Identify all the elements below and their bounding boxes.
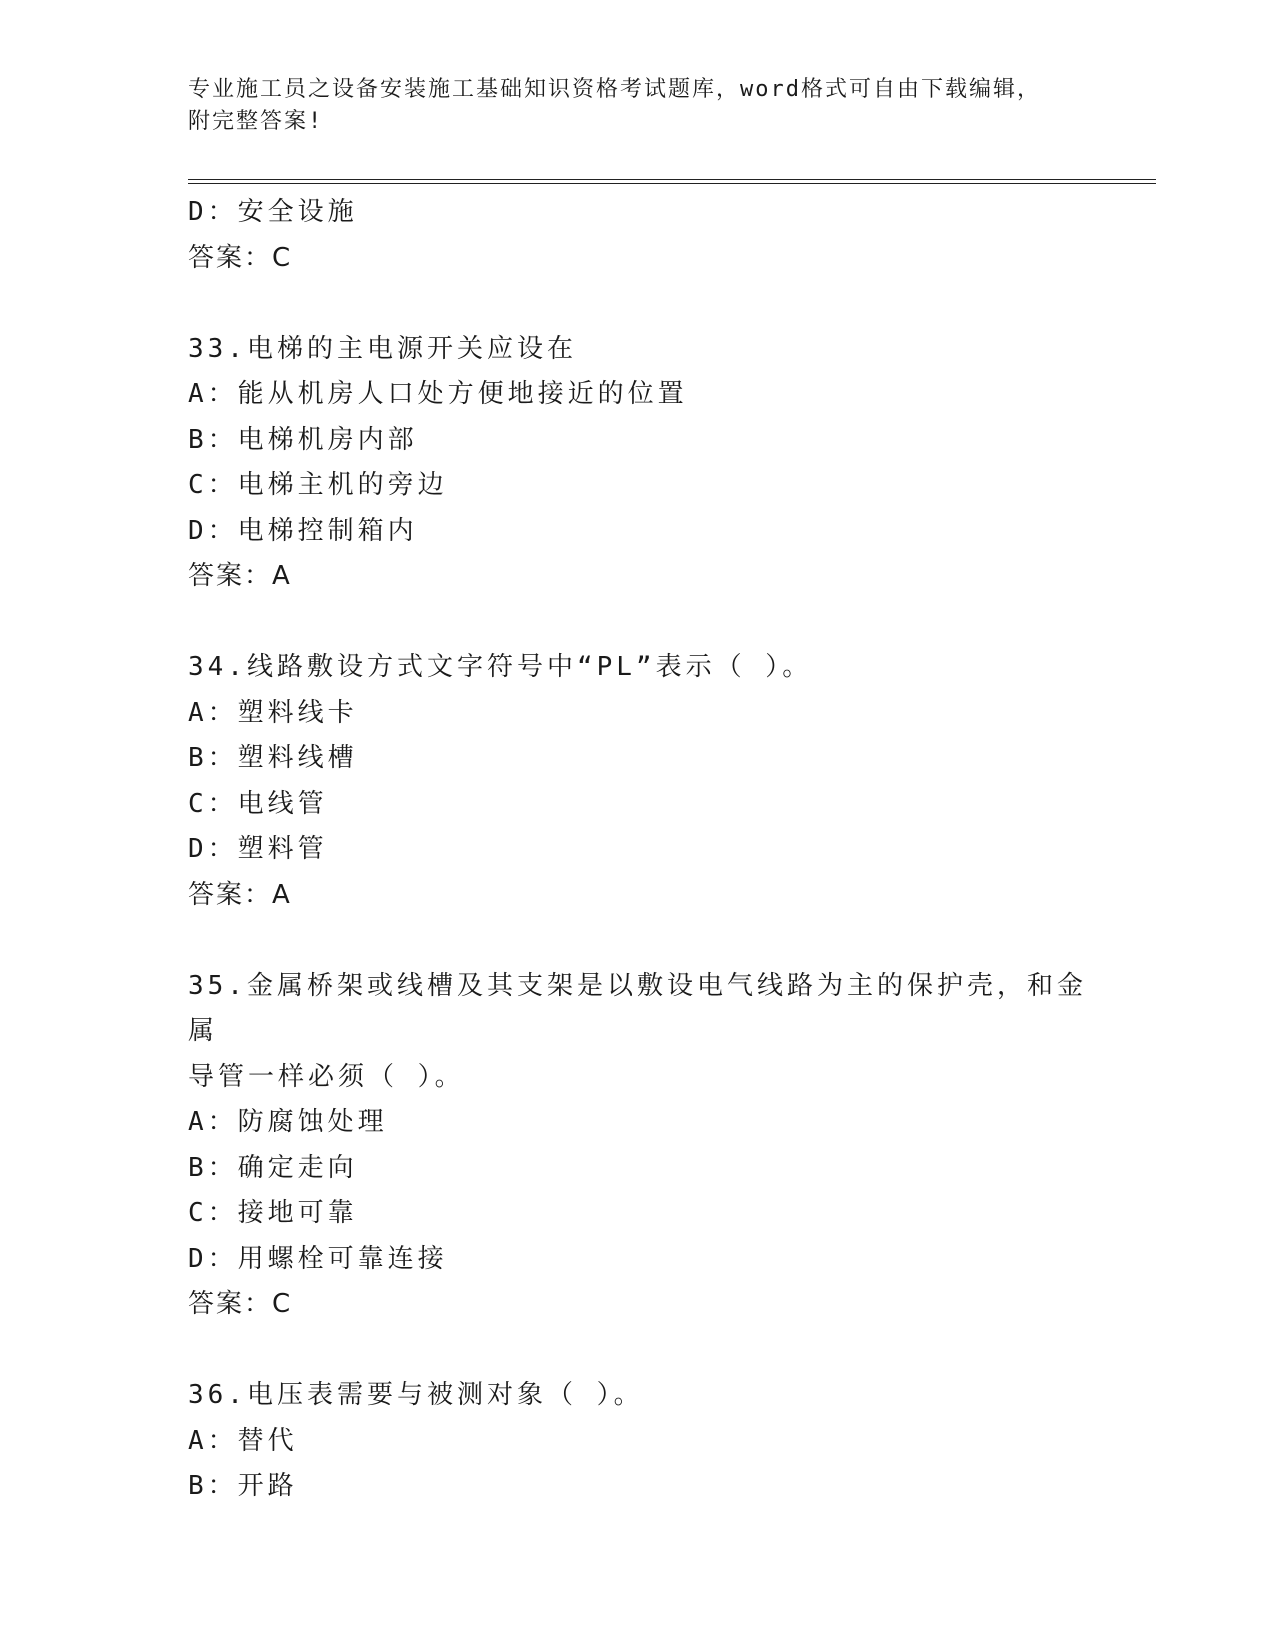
option-b: B：电梯机房内部 — [188, 424, 418, 455]
question-36 — [188, 1373, 1088, 1510]
document-body — [188, 190, 1088, 1510]
option-a: A：能从机房人口处方便地接近的位置 — [188, 379, 688, 409]
header-line-1: 专业施工员之设备安装施工基础知识资格考试题库，word格式可自由下载编辑， — [188, 77, 1041, 102]
spacer — [188, 600, 1088, 646]
option-c: C：接地可靠 — [188, 1198, 358, 1228]
option-a: A：替代 — [188, 1425, 298, 1456]
spacer — [188, 281, 1088, 327]
option-a: A：防腐蚀处理 — [188, 1107, 388, 1137]
option-b: B：塑料线槽 — [188, 743, 358, 773]
header-line-2: 附完整答案! — [188, 109, 324, 134]
option-b: B：开路 — [188, 1471, 298, 1501]
page-header — [188, 74, 1088, 138]
option-c: C：电线管 — [188, 788, 328, 819]
question-34 — [188, 645, 1088, 918]
question-stem-line-2: 导管一样必须（ ）。 — [188, 1061, 465, 1092]
option-b: B：确定走向 — [188, 1152, 358, 1183]
prev-option-d: D：安全设施 — [188, 197, 358, 227]
answer: 答案：A — [188, 879, 292, 910]
spacer — [188, 1328, 1088, 1374]
prev-answer: 答案：C — [188, 242, 293, 273]
option-a: A：塑料线卡 — [188, 697, 358, 728]
question-stem: 34.线路敷设方式文字符号中“PL”表示（ ）。 — [188, 652, 813, 682]
option-d: D：塑料管 — [188, 834, 328, 864]
header-divider — [188, 179, 1156, 184]
question-stem: 33.电梯的主电源开关应设在 — [188, 333, 577, 364]
answer: 答案：A — [188, 561, 292, 591]
answer: 答案：C — [188, 1289, 293, 1319]
spacer — [188, 918, 1088, 964]
option-d: D：用螺栓可靠连接 — [188, 1243, 448, 1274]
option-c: C：电梯主机的旁边 — [188, 470, 448, 500]
question-stem-line-1: 35.金属桥架或线槽及其支架是以敷设电气线路为主的保护壳，和金属 — [188, 970, 1087, 1046]
question-33 — [188, 327, 1088, 600]
question-35 — [188, 964, 1088, 1328]
option-d: D：电梯控制箱内 — [188, 515, 418, 546]
question-stem: 36.电压表需要与被测对象（ ）。 — [188, 1380, 644, 1410]
